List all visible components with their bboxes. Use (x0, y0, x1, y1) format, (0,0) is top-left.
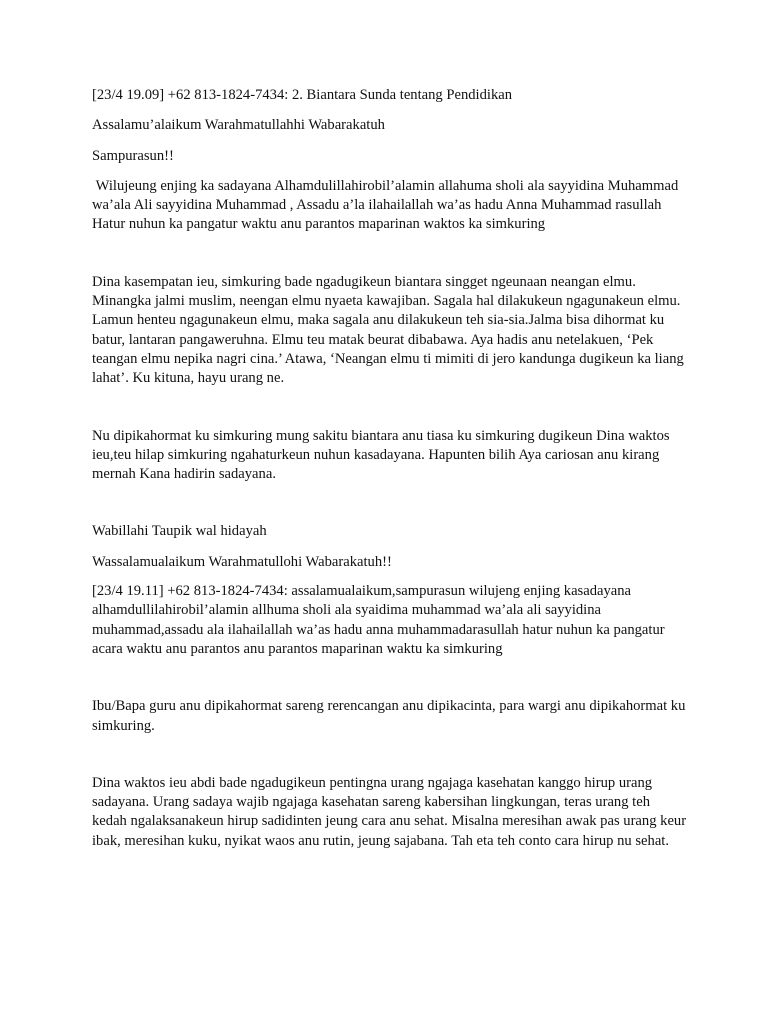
closing-salam: Wassalamualaikum Warahmatullohi Wabarakatuh!! (92, 553, 392, 570)
closing-wabillahi: Wabillahi Taupik wal hidayah (92, 523, 267, 540)
body-paragraph-elmu: Dina kasempatan ieu, simkuring bade ngadugikeun biantara singget ngeunaan neangan elmu. Minangka jalmi muslim, neengan elmu nyaeta kawajiban. Sagala hal dilakukeun ngagunakeun elmu. Lamun henteu ngagunakeun elmu, maka sagala anu dilakukeun teh sia-sia.Jalma bisa dihormat ku batur, lantaran pangaweruhna. Elmu teu matak beurat dibabawa. Aya hadis anu netelakuen, ‘Pek teangan elmu nepika nagri cina.’ Atawa, ‘Neangan elmu ti mimiti di jero kandunga dugikeun ka liang lahat’. Ku kituna, hayu urang ne. (92, 273, 688, 387)
chat-header-line-1: [23/4 19.09] +62 813-1824-7434: 2. Biantara Sunda tentang Pendidikan (92, 87, 513, 103)
chat-header-line-2: [23/4 19.11] +62 813-1824-7434: assalamualaikum,sampurasun wilujeng enjing kasadayana alhamdullilahirobil’alamin allhuma sholi ala syaidima muhammad wa’ala ali sayyidina muhammad,assadu ala ilahailallah wa’as hadu anna muhammadarasullah hatur nuhun ka pangatur acara waktu anu parantos anu parantos maparinan waktu ka simkuring (92, 583, 669, 657)
audience-greeting: Ibu/Bapa guru anu dipikahormat sareng rerencangan anu dipikacinta, para wargi anu dipikahormat ku simkuring. (92, 698, 690, 734)
opening-paragraph: Wilujeung enjing ka sadayana Alhamdulillahirobil’alamin allahuma sholi ala sayyidina Muhammad wa’ala Ali sayyidina Muhammad , Assadu a’la ilahailallah wa’as hadu Anna Muhammad rasullah Hatur nuhun ka pangatur waktu anu parantos maparinan waktos ka simkuring (92, 177, 686, 233)
greeting-salam: Assalamu’alaikum Warahmatullahhi Wabarakatuh (92, 117, 385, 134)
greeting-sampurasun: Sampurasun!! (92, 147, 174, 164)
document-page (92, 86, 688, 851)
body-paragraph-kasehatan: Dina waktos ieu abdi bade ngadugikeun pentingna urang ngajaga kasehatan kanggo hirup urang sadayana. Urang sadaya wajib ngajaga kasehatan sareng kabersihan lingkungan, teras urang teh kedah ngalaksanakeun hirup sadidinten jeung cara anu sehat. Misalna meresihan awak pas urang keur ibak, meresihan kuku, nyikat waos anu rutin, jeung sajabana. Tah eta teh conto cara hirup nu sehat. (92, 774, 690, 849)
closing-paragraph: Nu dipikahormat ku simkuring mung sakitu biantara anu tiasa ku simkuring dugikeun Dina waktos ieu,teu hilap simkuring ngahaturkeun nuhun kasadayana. Hapunten bilih Aya cariosan anu kirang mernah Kana hadirin sadayana. (92, 427, 674, 483)
